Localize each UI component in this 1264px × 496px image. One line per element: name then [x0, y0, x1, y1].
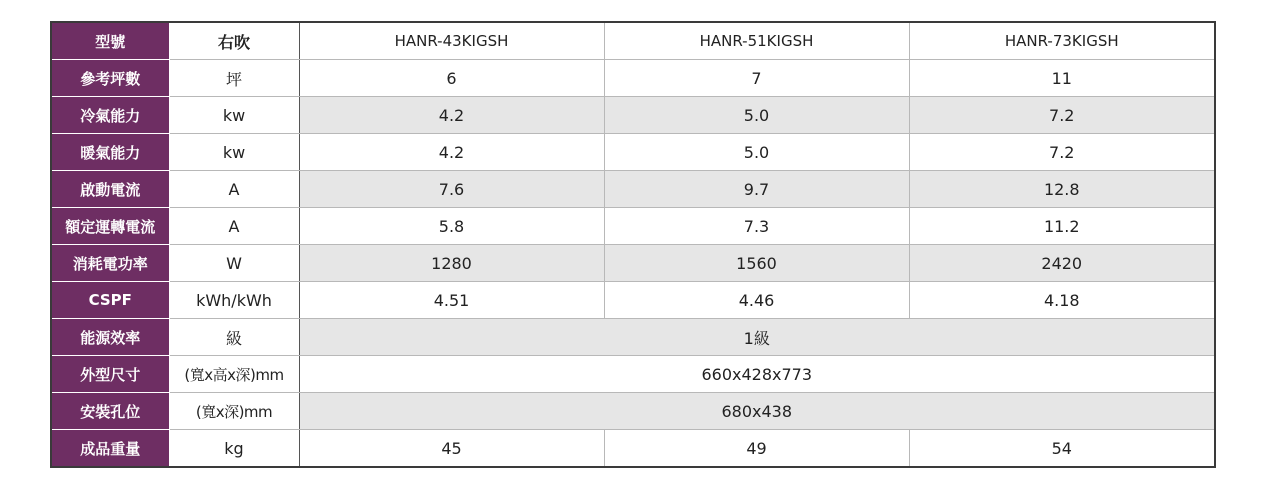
- row-unit: A: [169, 208, 299, 245]
- row-label: 冷氣能力: [51, 97, 169, 134]
- table-row: [51, 356, 1215, 393]
- row-value: 7.3: [604, 208, 909, 245]
- row-value: 7.6: [299, 171, 604, 208]
- table-row: [51, 282, 1215, 319]
- model-name-2: HANR-51KIGSH: [604, 22, 909, 60]
- model-name-3: HANR-73KIGSH: [909, 22, 1215, 60]
- row-label: CSPF: [51, 282, 169, 319]
- row-value: 4.18: [909, 282, 1215, 319]
- row-label: 消耗電功率: [51, 245, 169, 282]
- table-row: [51, 393, 1215, 430]
- row-unit: kWh/kWh: [169, 282, 299, 319]
- row-value: 7: [604, 60, 909, 97]
- table-row: [51, 430, 1215, 468]
- row-label: 能源效率: [51, 319, 169, 356]
- row-label: 成品重量: [51, 430, 169, 468]
- row-merged-value: 1級: [299, 319, 1215, 356]
- row-value: 54: [909, 430, 1215, 468]
- row-unit: (寬x深)mm: [169, 393, 299, 430]
- table-row: [51, 208, 1215, 245]
- row-value: 4.51: [299, 282, 604, 319]
- table-row: [51, 245, 1215, 282]
- table-row: [51, 319, 1215, 356]
- row-value: 5.0: [604, 134, 909, 171]
- row-unit: kg: [169, 430, 299, 468]
- row-label: 外型尺寸: [51, 356, 169, 393]
- row-value: 11: [909, 60, 1215, 97]
- row-value: 45: [299, 430, 604, 468]
- row-label: 額定運轉電流: [51, 208, 169, 245]
- row-value: 4.2: [299, 97, 604, 134]
- row-unit: 級: [169, 319, 299, 356]
- row-value: 1560: [604, 245, 909, 282]
- row-value: 7.2: [909, 134, 1215, 171]
- row-value: 7.2: [909, 97, 1215, 134]
- row-value: 1280: [299, 245, 604, 282]
- table-row: [51, 134, 1215, 171]
- row-unit: A: [169, 171, 299, 208]
- row-merged-value: 660x428x773: [299, 356, 1215, 393]
- row-merged-value: 680x438: [299, 393, 1215, 430]
- model-name-1: HANR-43KIGSH: [299, 22, 604, 60]
- row-label: 參考坪數: [51, 60, 169, 97]
- row-unit: 坪: [169, 60, 299, 97]
- row-unit: kw: [169, 97, 299, 134]
- table-row: [51, 171, 1215, 208]
- row-label: 安裝孔位: [51, 393, 169, 430]
- row-unit: (寬x高x深)mm: [169, 356, 299, 393]
- spec-table: [50, 21, 1216, 468]
- row-label: 啟動電流: [51, 171, 169, 208]
- row-value: 2420: [909, 245, 1215, 282]
- row-value: 11.2: [909, 208, 1215, 245]
- header-unit: 右吹: [169, 22, 299, 60]
- row-value: 6: [299, 60, 604, 97]
- row-value: 12.8: [909, 171, 1215, 208]
- row-value: 5.0: [604, 97, 909, 134]
- row-value: 49: [604, 430, 909, 468]
- row-label: 暖氣能力: [51, 134, 169, 171]
- row-unit: W: [169, 245, 299, 282]
- header-label: 型號: [51, 22, 169, 60]
- row-value: 4.2: [299, 134, 604, 171]
- table-row: [51, 97, 1215, 134]
- row-unit: kw: [169, 134, 299, 171]
- row-value: 5.8: [299, 208, 604, 245]
- row-value: 9.7: [604, 171, 909, 208]
- table-row: [51, 60, 1215, 97]
- table-header-row: [51, 22, 1215, 60]
- row-value: 4.46: [604, 282, 909, 319]
